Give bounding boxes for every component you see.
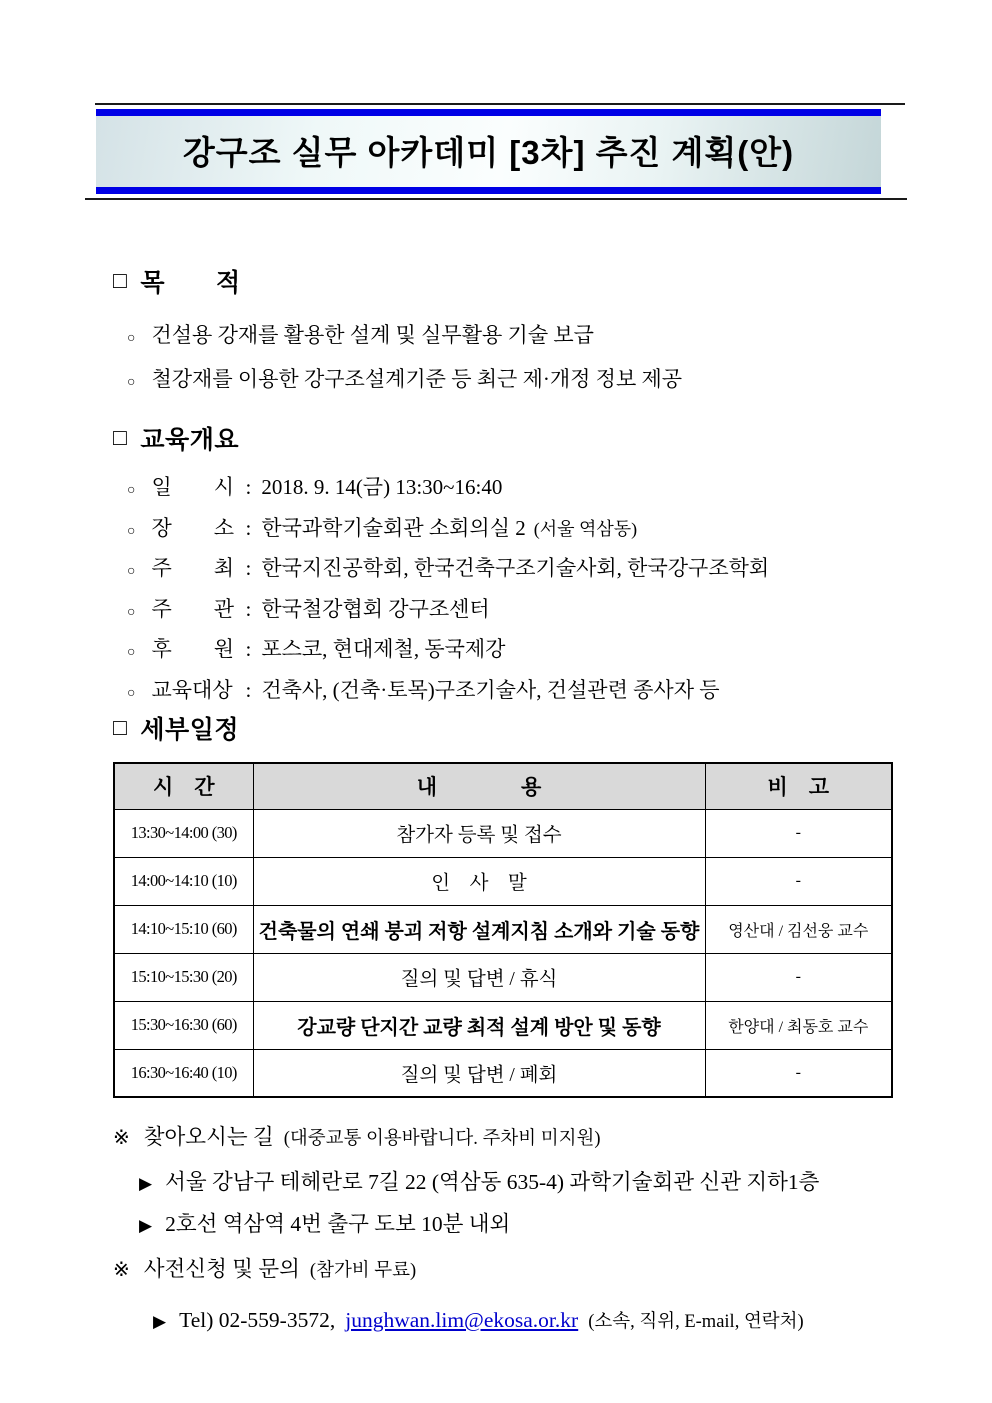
circle-bullet-icon: ○ bbox=[127, 375, 136, 390]
schedule-table bbox=[113, 762, 893, 1098]
purpose-heading bbox=[113, 263, 903, 299]
contact-tel: Tel) 02-559-3572, bbox=[179, 1308, 336, 1332]
schedule-content-cell: 인 사 말 bbox=[253, 857, 705, 905]
overview-row-audience bbox=[113, 672, 913, 713]
title-banner bbox=[85, 103, 907, 200]
contact-required-fields: (소속, 직위, E-mail, 연락처) bbox=[588, 1312, 804, 1332]
directions-line-text: 서울 강남구 테헤란로 7길 22 (역삼동 635-4) 과학기술회관 신관 지하1층 bbox=[165, 1170, 820, 1194]
schedule-remark-cell: - bbox=[705, 953, 892, 1001]
section-box-icon: □ bbox=[113, 266, 128, 293]
overview-value-note: (서울 역삼동) bbox=[533, 518, 638, 539]
overview-row-organizer bbox=[113, 591, 913, 632]
schedule-time-cell: 14:00~14:10 (10) bbox=[114, 857, 253, 905]
overview-row-sponsors bbox=[113, 631, 913, 672]
document-title: 강구조 실무 아카데미 [3차] 추진 계획(안) bbox=[182, 134, 795, 171]
circle-bullet-icon: ○ bbox=[127, 685, 136, 701]
reference-mark-icon: ※ bbox=[113, 1259, 130, 1281]
overview-label: 장 소 bbox=[151, 515, 235, 540]
circle-bullet-icon: ○ bbox=[127, 645, 136, 660]
colon-separator: : bbox=[245, 596, 252, 621]
overview-label: 교육대상 bbox=[151, 677, 233, 702]
directions-paren-note: (대중교통 이용바랍니다. 주차비 미지원) bbox=[283, 1129, 601, 1149]
schedule-content-cell: 질의 및 답변 / 휴식 bbox=[253, 953, 705, 1001]
title-banner-box bbox=[96, 109, 881, 194]
table-row bbox=[114, 905, 892, 953]
arrow-bullet-icon: ▶ bbox=[139, 1174, 153, 1193]
overview-value: 한국철강협회 강구조센터 bbox=[261, 596, 490, 621]
registration-title: 사전신청 및 문의 bbox=[143, 1257, 300, 1281]
overview-list bbox=[113, 469, 913, 712]
circle-bullet-icon: ○ bbox=[127, 523, 136, 539]
registration-title-row bbox=[113, 1252, 933, 1288]
section-schedule bbox=[113, 710, 903, 1098]
schedule-content-cell: 건축물의 연쇄 붕괴 저항 설계지침 소개와 기술 동향 bbox=[253, 905, 705, 953]
overview-row-datetime bbox=[113, 469, 913, 510]
overview-label: 주 최 bbox=[151, 556, 235, 580]
table-row bbox=[114, 1049, 892, 1097]
overview-row-venue bbox=[113, 510, 913, 551]
directions-lines bbox=[113, 1162, 933, 1246]
col-header-content: 내 용 bbox=[253, 763, 705, 809]
colon-separator: : bbox=[245, 515, 252, 540]
schedule-remark-cell: 영산대 / 김선웅 교수 bbox=[705, 905, 892, 953]
schedule-content-cell: 강교량 단지간 교량 최적 설계 방안 및 동향 bbox=[253, 1001, 705, 1049]
circle-bullet-icon: ○ bbox=[127, 331, 136, 346]
table-row bbox=[114, 953, 892, 1001]
directions-title-row bbox=[113, 1120, 933, 1156]
directions-line-text: 2호선 역삼역 4번 출구 도보 10분 내외 bbox=[165, 1212, 511, 1236]
purpose-heading-label: 목 적 bbox=[140, 269, 241, 297]
schedule-time-cell: 14:10~15:10 (60) bbox=[114, 905, 253, 953]
schedule-time-cell: 15:10~15:30 (20) bbox=[114, 953, 253, 1001]
schedule-remark-cell: - bbox=[705, 809, 892, 857]
directions-title: 찾아오시는 길 bbox=[143, 1125, 274, 1149]
schedule-content-cell: 질의 및 답변 / 폐회 bbox=[253, 1049, 705, 1097]
circle-bullet-icon: ○ bbox=[127, 604, 136, 620]
directions-note bbox=[113, 1120, 933, 1246]
schedule-content-cell: 참가자 등록 및 접수 bbox=[253, 809, 705, 857]
purpose-list bbox=[113, 315, 903, 403]
purpose-item-text: 철강재를 이용한 강구조설계기준 등 최근 제·개정 정보 제공 bbox=[151, 367, 683, 391]
overview-heading-label: 교육개요 bbox=[140, 426, 240, 454]
overview-label: 일 시 bbox=[151, 475, 235, 499]
col-header-remark: 비 고 bbox=[705, 763, 892, 809]
overview-label: 주 관 bbox=[151, 596, 235, 621]
schedule-remark-cell: - bbox=[705, 857, 892, 905]
overview-row-hosts bbox=[113, 550, 913, 591]
arrow-bullet-icon: ▶ bbox=[139, 1216, 153, 1235]
section-box-icon: □ bbox=[113, 713, 128, 740]
registration-note bbox=[113, 1252, 933, 1342]
overview-value: 2018. 9. 14(금) 13:30~16:40 bbox=[261, 475, 503, 499]
list-item bbox=[113, 359, 903, 403]
directions-subway-line bbox=[113, 1204, 933, 1246]
list-item bbox=[113, 315, 903, 359]
schedule-remark-cell: 한양대 / 최동호 교수 bbox=[705, 1001, 892, 1049]
schedule-remark-cell: - bbox=[705, 1049, 892, 1097]
contact-email-link[interactable]: junghwan.lim@ekosa.or.kr bbox=[345, 1308, 579, 1332]
reference-mark-icon: ※ bbox=[113, 1127, 130, 1149]
directions-address-line bbox=[113, 1162, 933, 1204]
schedule-time-cell: 16:30~16:40 (10) bbox=[114, 1049, 253, 1097]
overview-value: 건축사, (건축·토목)구조기술사, 건설관련 종사자 등 bbox=[261, 677, 720, 702]
col-header-time: 시 간 bbox=[114, 763, 253, 809]
colon-separator: : bbox=[245, 677, 252, 702]
table-row bbox=[114, 809, 892, 857]
table-header-row bbox=[114, 763, 892, 809]
circle-bullet-icon: ○ bbox=[127, 483, 136, 498]
purpose-item-text: 건설용 강재를 활용한 설계 및 실무활용 기술 보급 bbox=[151, 323, 594, 347]
schedule-heading-label: 세부일정 bbox=[140, 716, 240, 744]
section-overview bbox=[113, 420, 913, 712]
schedule-time-cell: 13:30~14:00 (30) bbox=[114, 809, 253, 857]
overview-value: 한국과학기술회관 소회의실 2 bbox=[261, 515, 526, 540]
banner-top-rule bbox=[95, 103, 905, 105]
overview-value: 한국지진공학회, 한국건축구조기술사회, 한국강구조학회 bbox=[261, 556, 770, 580]
overview-value: 포스코, 현대제철, 동국제강 bbox=[261, 637, 506, 661]
registration-paren-note: (참가비 무료) bbox=[309, 1261, 417, 1281]
table-row bbox=[114, 1001, 892, 1049]
banner-bottom-rule bbox=[85, 198, 907, 200]
colon-separator: : bbox=[245, 637, 252, 661]
schedule-heading bbox=[113, 710, 903, 746]
registration-contact-line bbox=[113, 1300, 933, 1342]
colon-separator: : bbox=[245, 475, 252, 499]
table-row bbox=[114, 857, 892, 905]
overview-heading bbox=[113, 420, 913, 456]
section-box-icon: □ bbox=[113, 423, 128, 450]
circle-bullet-icon: ○ bbox=[127, 564, 136, 579]
overview-label: 후 원 bbox=[151, 637, 235, 661]
schedule-time-cell: 15:30~16:30 (60) bbox=[114, 1001, 253, 1049]
colon-separator: : bbox=[245, 556, 252, 580]
section-purpose bbox=[113, 263, 903, 403]
arrow-bullet-icon: ▶ bbox=[153, 1312, 167, 1331]
